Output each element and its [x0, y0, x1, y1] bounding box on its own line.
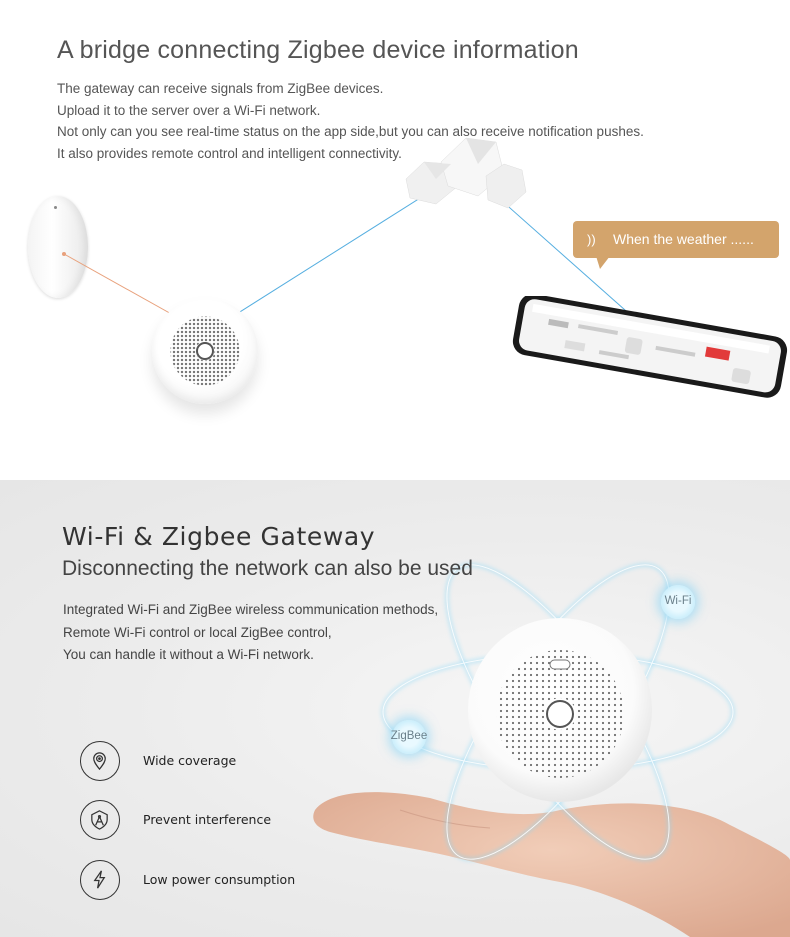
bridge-line-1: The gateway can receive signals from ZigBee devices. — [57, 81, 384, 96]
cloud-server-image — [396, 134, 536, 214]
gateway-section — [0, 480, 790, 937]
gateway-line-2: Remote Wi-Fi control or local ZigBee control, — [63, 624, 332, 640]
feature-label: Prevent interference — [143, 812, 272, 827]
tower-shield-icon — [80, 800, 120, 840]
lightning-icon — [80, 860, 120, 900]
bubble-tail — [596, 256, 610, 269]
sensor-link-dot — [62, 252, 66, 256]
smartphone-image — [505, 296, 790, 416]
zigbee-badge-label: ZigBee — [390, 730, 428, 742]
wifi-badge — [661, 585, 695, 619]
bridge-title: A bridge connecting Zigbee device information — [57, 36, 579, 64]
gateway-description — [63, 599, 438, 667]
sound-waves-icon: )) — [587, 232, 596, 247]
zigbee-badge — [392, 720, 426, 754]
indicator-light — [550, 660, 570, 669]
gateway-title: Wi-Fi & Zigbee Gateway — [62, 522, 376, 551]
gateway-line-1: Integrated Wi-Fi and ZigBee wireless communication methods, — [63, 602, 439, 617]
bridge-line-4: It also provides remote control and intelligent connectivity. — [57, 145, 402, 161]
bridge-line-2: Upload it to the server over a Wi-Fi network. — [57, 102, 321, 118]
notification-bubble — [573, 221, 779, 258]
signal-coverage-icon — [80, 741, 120, 781]
hand-image — [313, 792, 790, 937]
gateway-subtitle: Disconnecting the network can also be used — [62, 557, 473, 580]
notification-text: When the weather ...... — [613, 231, 754, 247]
wifi-badge-label: Wi-Fi — [664, 595, 692, 607]
hub-center-ring — [196, 342, 214, 360]
gateway-line-3: You can handle it without a Wi-Fi network. — [63, 647, 314, 662]
feature-label: Wide coverage — [143, 753, 237, 768]
bridge-line-3: Not only can you see real-time status on the app side,but you can also receive notification pushes. — [57, 124, 644, 139]
feature-label: Low power consumption — [143, 872, 296, 887]
